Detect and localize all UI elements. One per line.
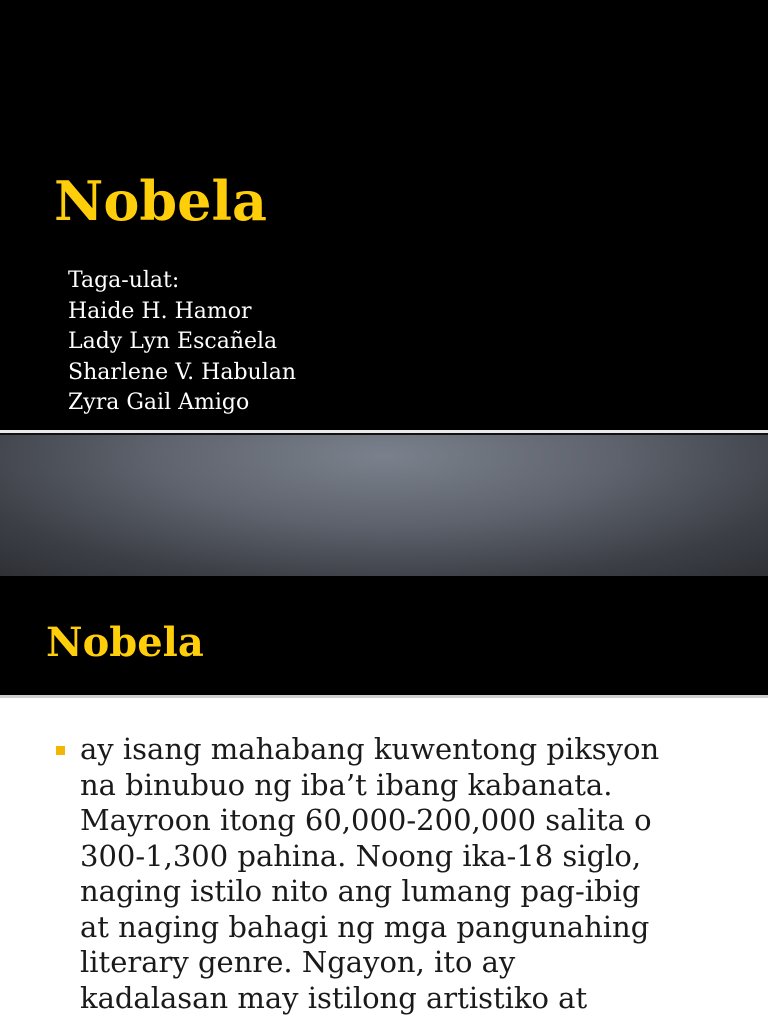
slide-title: Nobela (54, 169, 267, 233)
reporter-name: Zyra Gail Amigo (68, 390, 250, 415)
text-line: kadalasan may istilong artistiko at (80, 980, 588, 1015)
text-line: Mayroon itong 60,000-200,000 salita o (80, 803, 652, 837)
reporter-name: Sharlene V. Habulan (68, 359, 297, 385)
text-line: 300-1,300 pahina. Noong ika-18 siglo, (80, 838, 642, 873)
bullet-text (80, 732, 740, 1016)
slide-title: Nobela (46, 619, 204, 666)
text-line: literary genre. Ngayon, ito ay (80, 945, 516, 979)
title-slide (0, 0, 768, 430)
bullet-icon (56, 746, 65, 755)
text-line: na binubuo ng iba’t ibang kabanata. (80, 767, 613, 802)
text-line: at naging bahagi ng mga pangunahing (80, 909, 650, 944)
reporter-name: Haide H. Hamor (68, 298, 252, 324)
gradient-band (0, 435, 768, 576)
text-line: ay isang mahabang kuwentong piksyon (80, 732, 660, 766)
slide-content (0, 698, 768, 1024)
text-line: naging istilo nito ang lumang pag-ibig (80, 874, 641, 908)
reporters-list (68, 266, 296, 419)
reporter-name: Lady Lyn Escañela (68, 329, 278, 354)
reporters-label: Taga-ulat: (68, 268, 180, 293)
